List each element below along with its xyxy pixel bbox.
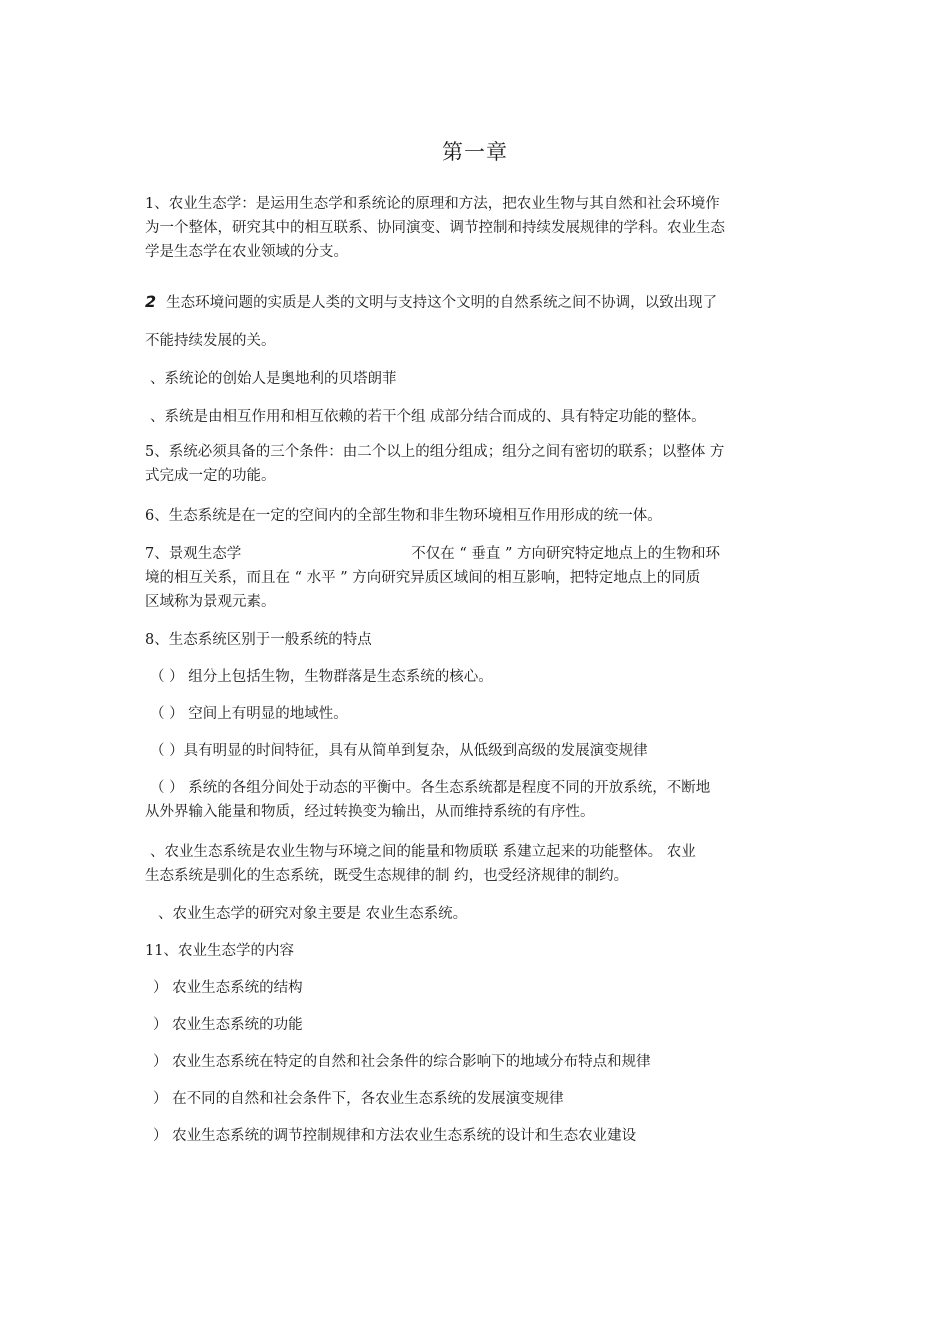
item-8-sub-3: （ ）具有明显的时间特征，具有从简单到复杂，从低级到高级的发展演变规律 (150, 743, 648, 759)
item-11: 11、农业生态学的内容 (145, 943, 294, 959)
item-11-sub-1: ） 农业生态系统的结构 (153, 980, 303, 996)
item-7-term: 7、景观生态学 (145, 546, 242, 562)
item-5-line-1: 5、系统必须具备的三个条件：由二个以上的组分组成；组分之间有密切的联系；以整体 方 (145, 444, 725, 460)
item-11-sub-5: ） 农业生态系统的调节控制规律和方法农业生态系统的设计和生态农业建设 (153, 1128, 637, 1144)
item-1-line-1: 1、农业生态学：是运用生态学和系统论的原理和方法，把农业生物与其自然和社会环境作 (145, 196, 720, 212)
item-2-text: 生态环境问题的实质是人类的文明与支持这个文明的自然系统之间不协调，以致出现了 (166, 295, 718, 311)
item-7-text: 不仅在 “ 垂直 ” 方向研究特定地点上的生物和环 (411, 546, 720, 562)
item-2-line-1 (145, 290, 810, 315)
item-8-sub-4-line-1: （ ） 系统的各组分间处于动态的平衡中。各生态系统都是程度不同的开放系统，不断地 (150, 780, 711, 796)
item-3: 、系统论的创始人是奥地利的贝塔朗菲 (150, 371, 397, 387)
item-7-line-2: 境的相互关系，而且在 “ 水平 ” 方向研究异质区域间的相互影响，把特定地点上的同质 (145, 570, 701, 586)
item-11-sub-2: ） 农业生态系统的功能 (153, 1017, 303, 1033)
item-9-line-2: 生态系统是驯化的生态系统，既受生态规律的制 约，也受经济规律的制约。 (145, 868, 629, 884)
chapter-title: 第一章 (442, 140, 508, 164)
item-11-sub-3: ） 农业生态系统在特定的自然和社会条件的综合影响下的地域分布特点和规律 (153, 1054, 651, 1070)
item-number-2: 2 (145, 292, 157, 311)
item-7-line-3: 区域称为景观元素。 (145, 594, 276, 610)
item-8-sub-4-line-2: 从外界输入能量和物质，经过转换变为输出，从而维持系统的有序性。 (145, 804, 595, 820)
item-8-sub-2: （ ） 空间上有明显的地域性。 (150, 706, 348, 722)
item-7-line-1 (145, 542, 810, 566)
item-1-line-3: 学是生态学在农业领域的分支。 (145, 244, 348, 260)
item-1-line-2: 为一个整体，研究其中的相互联系、协同演变、调节控制和持续发展规律的学科。农业生态 (145, 220, 725, 236)
item-8: 8、生态系统区别于一般系统的特点 (145, 632, 372, 648)
item-11-sub-4: ） 在不同的自然和社会条件下，各农业生态系统的发展演变规律 (153, 1091, 564, 1107)
item-5-line-2: 式完成一定的功能。 (145, 468, 276, 484)
item-4: 、系统是由相互作用和相互依赖的若干个组 成部分结合而成的、具有特定功能的整体。 (150, 409, 706, 425)
item-6: 6、生态系统是在一定的空间内的全部生物和非生物环境相互作用形成的统一体。 (145, 508, 662, 524)
item-2-line-2: 不能持续发展的关。 (145, 333, 276, 349)
item-8-sub-1: （ ） 组分上包括生物，生物群落是生态系统的核心。 (150, 669, 493, 685)
item-10: 、农业生态学的研究对象主要是 农业生态系统。 (158, 906, 468, 922)
item-9-line-1: 、农业生态系统是农业生物与环境之间的能量和物质联 系建立起来的功能整体。 农业 (150, 844, 696, 860)
